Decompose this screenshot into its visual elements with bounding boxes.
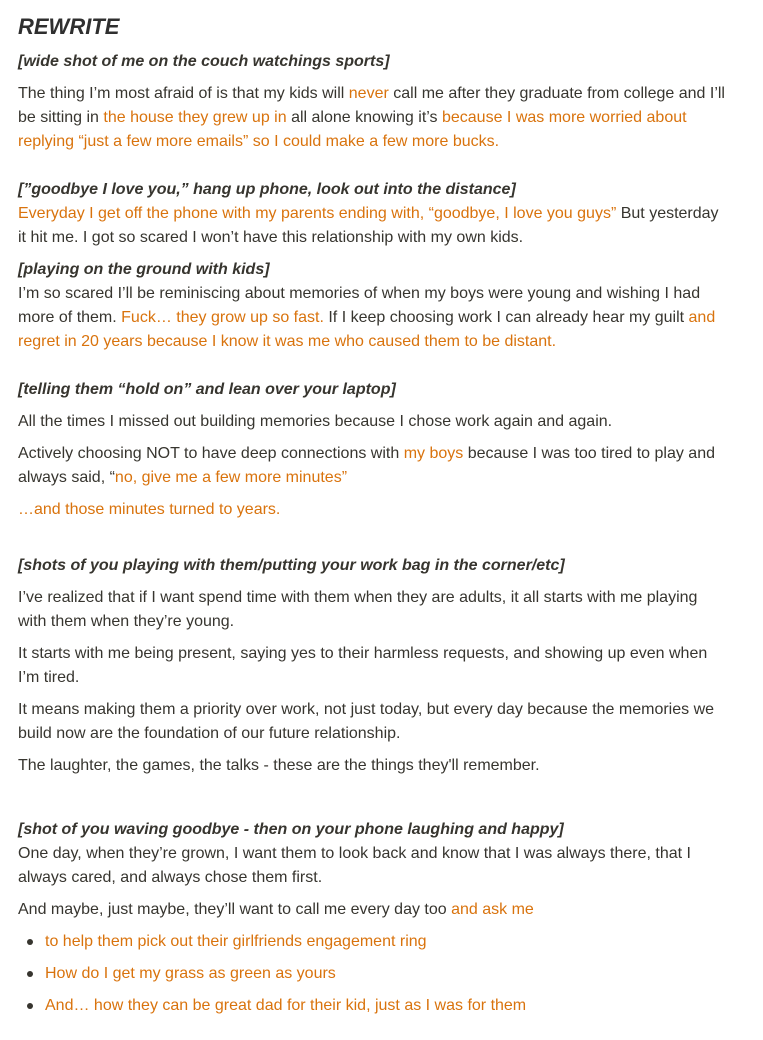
- paragraph: It starts with me being present, saying yes to their harmless requests, and showing up even when I’m tired.: [18, 645, 708, 686]
- text-span: But yesterday it hit me. I got so scared I won’t have this relationship with my own kids.: [18, 205, 719, 246]
- shot-cue: [shots of you playing with them/putting your work bag in the corner/etc]: [18, 557, 565, 574]
- paragraph: The laughter, the games, the talks - these are the things they'll remember.: [18, 757, 540, 774]
- highlight-span: Fuck… they grow up so fast.: [121, 309, 324, 326]
- bullet-list: [18, 930, 738, 1026]
- shot-cue: [telling them “hold on” and lean over your laptop]: [18, 381, 396, 398]
- highlight-span: my boys: [403, 445, 464, 462]
- list-item: [18, 962, 738, 994]
- highlight-span: because I was more worried about replying “just a few more emails” so I could make a few more bucks.: [18, 109, 687, 150]
- highlight-span: the house they grew up in: [103, 109, 287, 126]
- list-item: [18, 994, 738, 1026]
- paragraph: I’ve realized that if I want spend time with them when they are adults, it all starts with me playing with them when they’re young.: [18, 589, 698, 630]
- shot-cue: [wide shot of me on the couch watchings sports]: [18, 53, 390, 70]
- highlight-span: and ask me: [451, 901, 534, 918]
- text-span: call me after they graduate from college and I’ll be sitting in: [18, 85, 725, 126]
- list-item-text: to help them pick out their girlfriends engagement ring: [45, 933, 427, 950]
- list-item: [18, 930, 738, 962]
- shot-cue: [shot of you waving goodbye - then on your phone laughing and happy]: [18, 821, 564, 838]
- highlight-span: and regret in 20 years because I know it was me who caused them to be distant.: [18, 309, 716, 350]
- text-span: Actively choosing NOT to have deep connections with: [18, 445, 404, 462]
- shot-cue: [”goodbye I love you,” hang up phone, look out into the distance]: [18, 181, 516, 198]
- shot-cue: [playing on the ground with kids]: [18, 261, 270, 278]
- text-span: The thing I’m most afraid of is that my kids will: [18, 85, 349, 102]
- paragraph: [18, 82, 728, 154]
- paragraph: [18, 898, 728, 922]
- paragraph: …and those minutes turned to years.: [18, 501, 281, 518]
- bullet-icon: [27, 1003, 33, 1009]
- list-item-text: How do I get my grass as green as yours: [45, 965, 336, 982]
- list-item-text: And… how they can be great dad for their kid, just as I was for them: [45, 997, 527, 1014]
- highlight-span: Everyday I get off the phone with my parents ending with, “goodbye, I love you guys”: [18, 205, 617, 222]
- highlight-span: never: [348, 85, 389, 102]
- text-span: I’m so scared I’ll be reminiscing about memories of when my boys were young and wishing I had more of them.: [18, 285, 701, 326]
- text-span: And maybe, just maybe, they’ll want to call me every day too: [18, 901, 452, 918]
- paragraph: [18, 282, 728, 354]
- text-span: all alone knowing it’s: [286, 109, 442, 126]
- document-title: REWRITE: [18, 14, 120, 39]
- bullet-icon: [27, 971, 33, 977]
- paragraph: [18, 442, 728, 490]
- paragraph: It means making them a priority over work, not just today, but every day because the memories we build now are the foundation of our future relationship.: [18, 701, 715, 742]
- paragraph: One day, when they’re grown, I want them to look back and know that I was always there, that I always cared, and always chose them first.: [18, 845, 691, 886]
- bullet-icon: [27, 939, 33, 945]
- text-span: because I was too tired to play and always said, “: [18, 445, 715, 486]
- text-span: If I keep choosing work I can already hear my guilt: [323, 309, 689, 326]
- paragraph: [18, 202, 728, 250]
- highlight-span: no, give me a few more minutes”: [114, 469, 348, 486]
- paragraph: All the times I missed out building memories because I chose work again and again.: [18, 413, 613, 430]
